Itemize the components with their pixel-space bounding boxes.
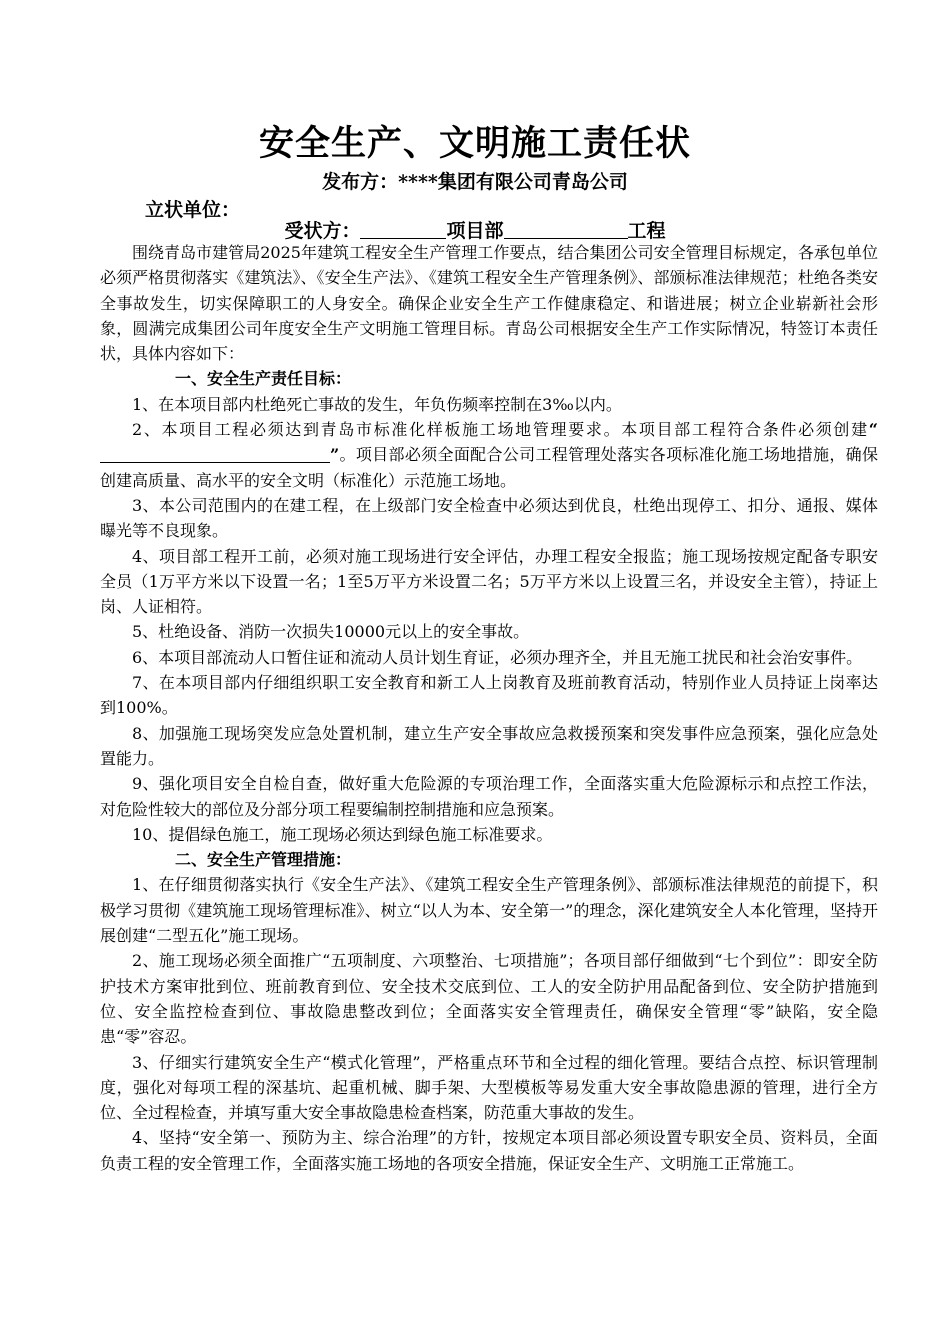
publisher-line: 发布方：****集团有限公司青岛公司 [322, 171, 628, 193]
recipient-prefix: 受状方： [284, 220, 361, 242]
section1-item-9: 9、强化项目安全自检自查，做好重大危险源的专项治理工作，全面落实重大危险源标示和点控工作法，对危险性较大的部位及分部分项工程要编制控制措施和应急预案。 [100, 774, 878, 819]
item2-blank [100, 447, 330, 463]
section2-item-2: 2、施工现场必须全面推广“五项制度、六项整治、七项措施”；各项目部仔细做到“七个到位”：即安全防护技术方案审批到位、班前教育到位、安全技术交底到位、工人的安全防护用品配备到位、安全防护措施到位、安全监控检查到位、事故隐患整改到位；全面落实安全管理责任，确保安全管理“零”缺陷，安全隐患“零”容忍。 [100, 951, 878, 1047]
recipient-blank-2 [504, 220, 628, 239]
item2-after: 。项目部必须全面配合公司工程管理处落实各项标准化施工场地措施，确保创建高质量、高水平的安全文明（标准化）示范施工场地。 [100, 445, 878, 490]
section1-item-2 [100, 417, 878, 493]
section1-item-3: 3、本公司范围内的在建工程，在上级部门安全检查中必须达到优良，杜绝出现停工、扣分、通报、媒体曝光等不良现象。 [100, 495, 878, 541]
recipient-middle: 项目部 [446, 220, 504, 242]
section1-item-1: 1、在本项目部内杜绝死亡事故的发生，年负伤频率控制在3‰以内。 [132, 394, 622, 414]
recipient-suffix: 工程 [627, 220, 666, 242]
issuer-label: 立状单位： [145, 199, 241, 221]
section2-item-1: 1、在仔细贯彻落实执行《安全生产法》、《建筑工程安全生产管理条例》、部颁标准法律规范的前提下，积极学习贯彻《建筑施工现场管理标准》、树立“以人为本、安全第一”的理念，深化建筑安全人本化管理，坚持开展创建“二型五化”施工现场。 [100, 875, 878, 946]
section1-item-8: 8、加强施工现场突发应急处置机制，建立生产安全事故应急救援预案和突发事件应急预案，强化应急处置能力。 [100, 723, 878, 768]
recipient-line [0, 216, 950, 243]
section1-item-10: 10、提倡绿色施工，施工现场必须达到绿色施工标准要求。 [132, 824, 553, 844]
item2-close-quote: ” [330, 445, 340, 465]
section2-heading: 二、安全生产管理措施： [175, 850, 352, 870]
section1-heading: 一、安全生产责任目标： [175, 369, 352, 389]
section1-item-6: 6、本项目部流动人口暂住证和流动人员计划生育证，必须办理齐全，并且无施工扰民和社会治安事件。 [132, 647, 863, 667]
document-title: 安全生产、文明施工责任状 [258, 123, 691, 164]
intro-paragraph: 围绕青岛市建管局2025年建筑工程安全生产管理工作要点，结合集团公司安全管理目标规定，各承包单位必须严格贯彻落实《建筑法》、《安全生产法》、《建筑工程安全生产管理条例》、部颁标准法律规范；杜绝各类安全事故发生，切实保障职工的人身安全。确保企业安全生产工作健康稳定、和谐进展；树立企业崭新社会形象，圆满完成集团公司年度安全生产文明施工管理目标。青岛公司根据安全生产工作实际情况，特签订本责任状，具体内容如下： [100, 243, 878, 364]
section1-item-7: 7、在本项目部内仔细组织职工安全教育和新工人上岗教育及班前教育活动，特别作业人员持证上岗率达到100%。 [100, 673, 878, 718]
section1-item-4: 4、项目部工程开工前，必须对施工现场进行安全评估，办理工程安全报监；施工现场按规定配备专职安全员（1万平方米以下设置一名；1至5万平方米设置二名；5万平方米以上设置三名，并设安全主管），持证上岗、人证相符。 [100, 546, 878, 617]
item2-open-quote: “ [868, 420, 878, 440]
recipient-blank-1 [360, 220, 446, 239]
section1-item-5: 5、杜绝设备、消防一次损失10000元以上的安全事故。 [132, 622, 530, 642]
document-body [100, 240, 878, 1176]
section2-item-3: 3、仔细实行建筑安全生产“模式化管理”，严格重点环节和全过程的细化管理。要结合点控、标识管理制度，强化对每项工程的深基坑、起重机械、脚手架、大型模板等易发重大安全事故隐患源的管理，进行全方位、全过程检查，并填写重大安全事故隐患检查档案，防范重大事故的发生。 [100, 1052, 878, 1123]
item2-before: 2、本项目工程必须达到青岛市标准化样板施工场地管理要求。本项目部工程符合条件必须创建 [132, 420, 869, 440]
section2-item-4: 4、坚持“安全第一、预防为主、综合治理”的方针，按规定本项目部必须设置专职安全员、资料员，全面负责工程的安全管理工作，全面落实施工场地的各项安全措施，保证安全生产、文明施工正常施工。 [100, 1128, 878, 1173]
